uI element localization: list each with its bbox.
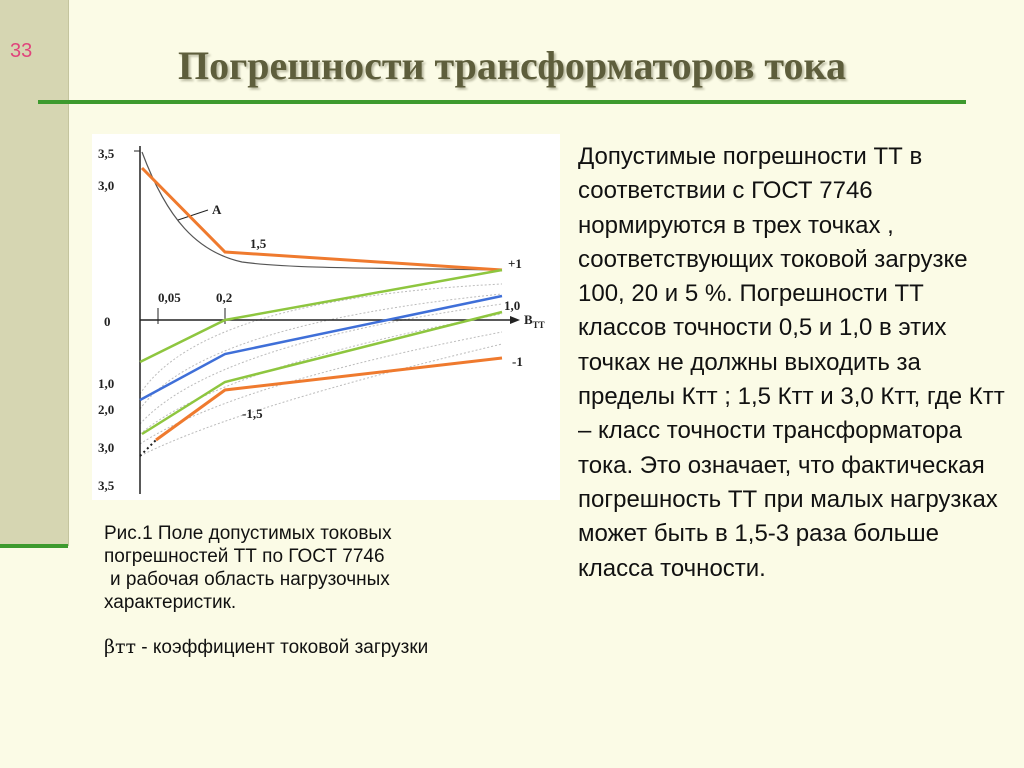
curve-label-minus1.5: -1,5: [242, 406, 263, 421]
y-label-zero: 0: [104, 314, 111, 329]
caption-line-3: и рабочая область нагрузочных: [110, 569, 390, 590]
upper-limit-orange: [142, 168, 502, 270]
x-label-0.2: 0,2: [216, 290, 233, 305]
upper-limit-green: [140, 270, 502, 362]
caption-line-4: характеристик.: [104, 592, 237, 613]
working-area-curves: [140, 284, 502, 454]
working-curve-2: [140, 294, 502, 409]
y-label-2.0-bottom: 2,0: [98, 402, 115, 417]
y-label-3.0-bottom: 3,0: [98, 440, 115, 455]
curve-label-plus1: +1: [508, 256, 522, 271]
symbol-legend: [104, 636, 428, 659]
curve-label-1.5: 1,5: [250, 236, 267, 251]
error-field-diagram: [92, 134, 560, 500]
y-label-3.0-top: 3,0: [98, 178, 115, 193]
caption-line-2: погрешностей ТТ по ГОСТ 7746: [104, 546, 385, 567]
curve-label-a: A: [212, 202, 222, 217]
x-label-0.05: 0,05: [158, 290, 181, 305]
characteristic-curve-a: [142, 152, 502, 270]
working-curve-5: [140, 332, 502, 444]
x-axis-label: $B_{ТТ}$: [524, 312, 545, 330]
legend-text: - коэффициент токовой загрузки: [136, 637, 429, 658]
lower-limit-start: [140, 440, 156, 456]
beta-symbol: βтт: [104, 636, 137, 658]
slide-title: Погрешности трансформаторов тока: [178, 43, 846, 88]
figure-caption: [104, 522, 544, 614]
side-accent-line: [0, 544, 68, 548]
caption-line-1: Рис.1 Поле допустимых токовых: [104, 523, 392, 544]
blue-characteristic: [140, 296, 502, 400]
explanation-text: Допустимые погрешности ТТ в соответствии с ГОСТ 7746 нормируются в трех точках , соответствующих токовой загрузке 100, 20 и 5 %. Погрешности ТТ классов точности 0,5 и 1,0 в этих точках не должны выходить за пределы Ктт ; 1,5 Ктт и 3,0 Ктт, где Ктт – класс точности трансформатора тока. Это означает, что фактическая погрешность ТТ при малых нагрузках может быть в 1,5-3 раза больше класса точности.: [578, 143, 1005, 582]
y-label-3.5-bottom: 3,5: [98, 478, 115, 493]
y-label-3.5-top: 3,5: [98, 146, 115, 161]
x-axis-arrow-icon: [510, 316, 520, 324]
curve-label-minus1: -1: [512, 354, 523, 369]
y-label-1.0-bottom: 1,0: [98, 376, 115, 391]
title-underline: [38, 100, 966, 104]
x-label-1.0: 1,0: [504, 298, 521, 313]
slide-number: 33: [10, 40, 33, 62]
error-field-figure: [92, 134, 560, 500]
